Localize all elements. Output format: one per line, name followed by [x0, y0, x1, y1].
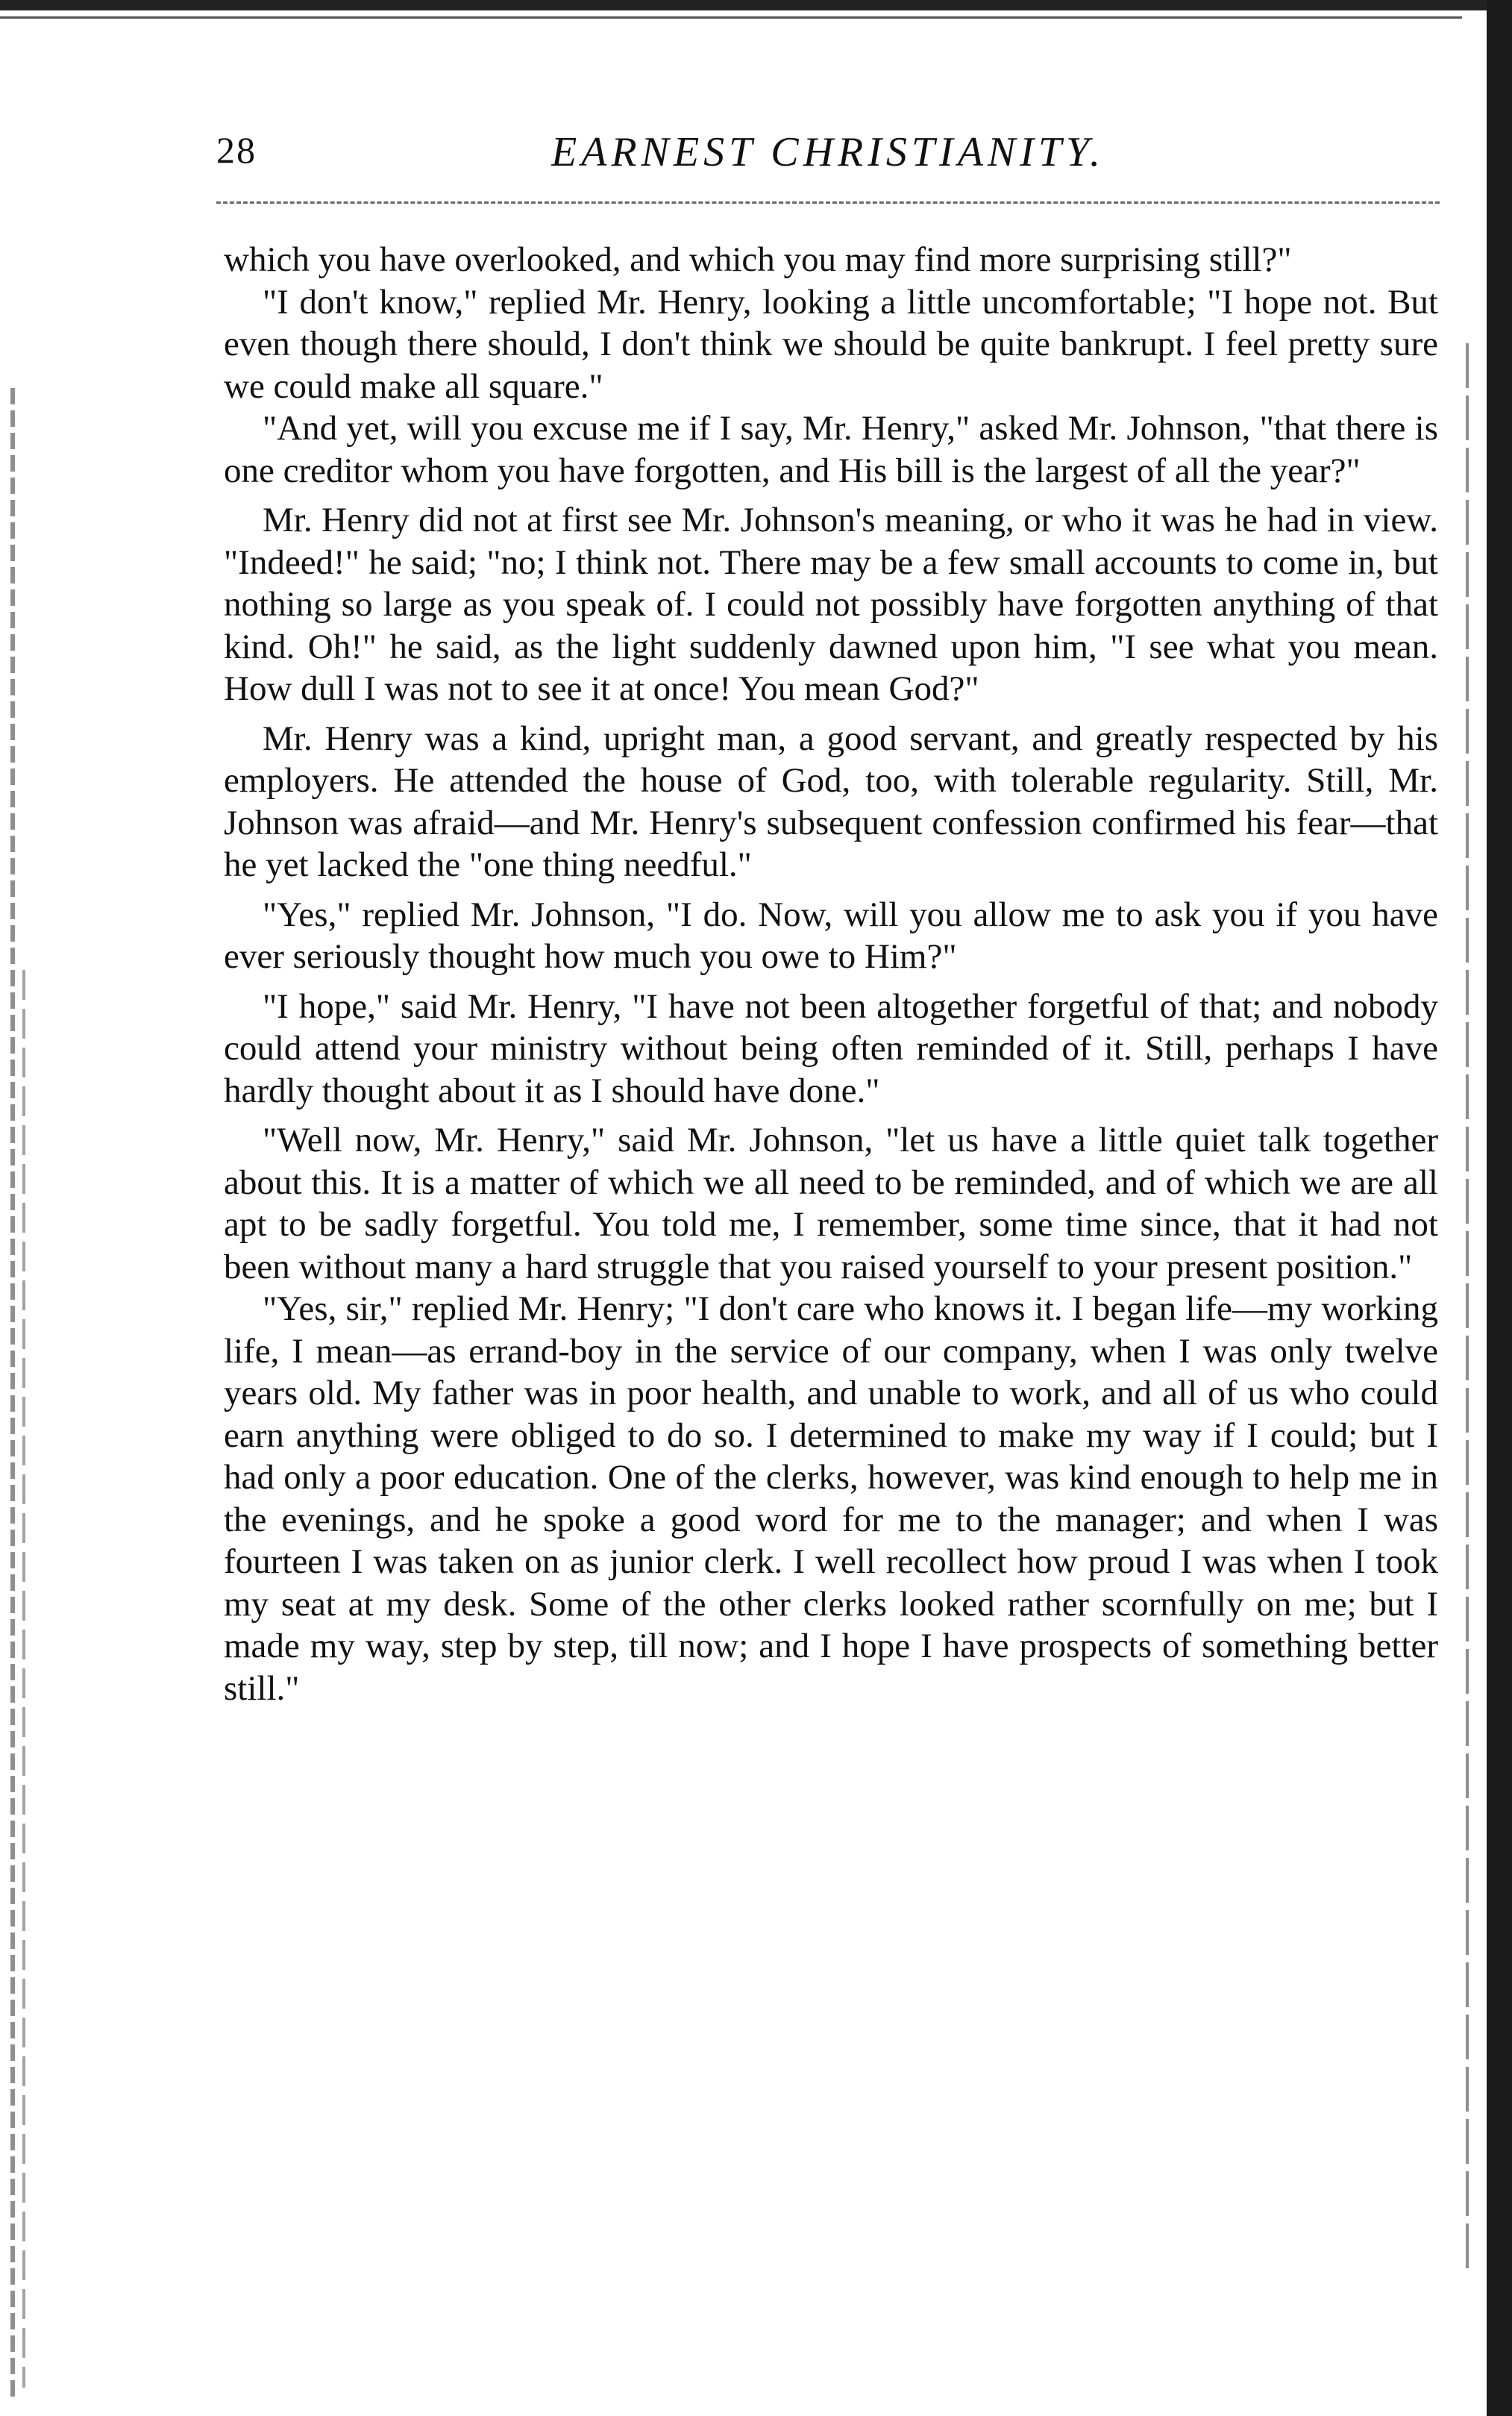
page-header: [216, 119, 1440, 187]
paragraph: "I hope," said Mr. Henry, "I have not been altogether forgetful of that; and nobody could attend your ministry without being often reminded of it. Still, perhaps I have hardly thought about it as I should have done.": [224, 986, 1438, 1110]
body-text: [224, 239, 1438, 1709]
paragraph: "Yes, sir," replied Mr. Henry; "I don't care who knows it. I began life—my working life, I mean—as errand-boy in the service of our company, when I was only twelve years old. My father was in poor health, and unable to work, and all of us who could earn anything were obliged to do so. I determined to make my way if I could; but I had only a poor education. One of the clerks, however, was kind enough to help me in the evenings, and he spoke a good word for me to the manager; and when I was fourteen I was taken on as junior clerk. I well recollect how proud I was when I took my seat at my desk. Some of the other clerks looked rather scornfully on me; but I made my way, step by step, till now; and I hope I have prospects of something better still.": [224, 1289, 1438, 1708]
left-page-edge: [10, 388, 15, 2403]
header-rule: [216, 201, 1440, 204]
paragraph: "I don't know," replied Mr. Henry, looking a little uncomfortable; "I hope not. But even though there should, I don't think we should be quite bankrupt. I feel pretty sure we could make all square.": [224, 282, 1438, 406]
page-number: 28: [216, 129, 257, 171]
paragraph: which you have overlooked, and which you may find more surprising still?": [224, 240, 1292, 279]
paragraph: "And yet, will you excuse me if I say, Mr. Henry," asked Mr. Johnson, "that there is one creditor whom you have forgotten, and His bill is the largest of all the year?": [224, 409, 1438, 490]
top-border-rule-thin: [0, 16, 1462, 19]
paragraph: "Yes," replied Mr. Johnson, "I do. Now, will you allow me to ask you if you have ever seriously thought how much you owe to Him?": [224, 895, 1438, 976]
paragraph: Mr. Henry did not at first see Mr. Johnson's meaning, or who it was he had in view. "Indeed!" he said; "no; I think not. There may be a few small accounts to come in, but nothing so large as you speak of. I could not possibly have forgotten anything of that kind. Oh!" he said, as the light suddenly dawned upon him, "I see what you mean. How dull I was not to see it at once! You mean God?": [224, 501, 1438, 708]
paragraph: "Well now, Mr. Henry," said Mr. Johnson, "let us have a little quiet talk together about this. It is a matter of which we all need to be reminded, and of which we are all apt to be sadly forgetful. You told me, I remember, some time since, that it had not been without many a hard struggle that you raised yourself to your present position.": [224, 1121, 1438, 1286]
top-border-rule: [0, 0, 1512, 10]
right-page-edge: [1487, 0, 1512, 2416]
left-page-edge-inner: [22, 970, 25, 2388]
running-title: EARNEST CHRISTIANITY.: [550, 129, 1105, 175]
right-page-edge-inner: [1466, 343, 1469, 2268]
paragraph: Mr. Henry was a kind, upright man, a good servant, and greatly respected by his employers. He attended the house of God, too, with tolerable regularity. Still, Mr. Johnson was afraid—and Mr. Henry's subsequent confession confirmed his fear—that he yet lacked the "one thing needful.": [224, 719, 1438, 884]
